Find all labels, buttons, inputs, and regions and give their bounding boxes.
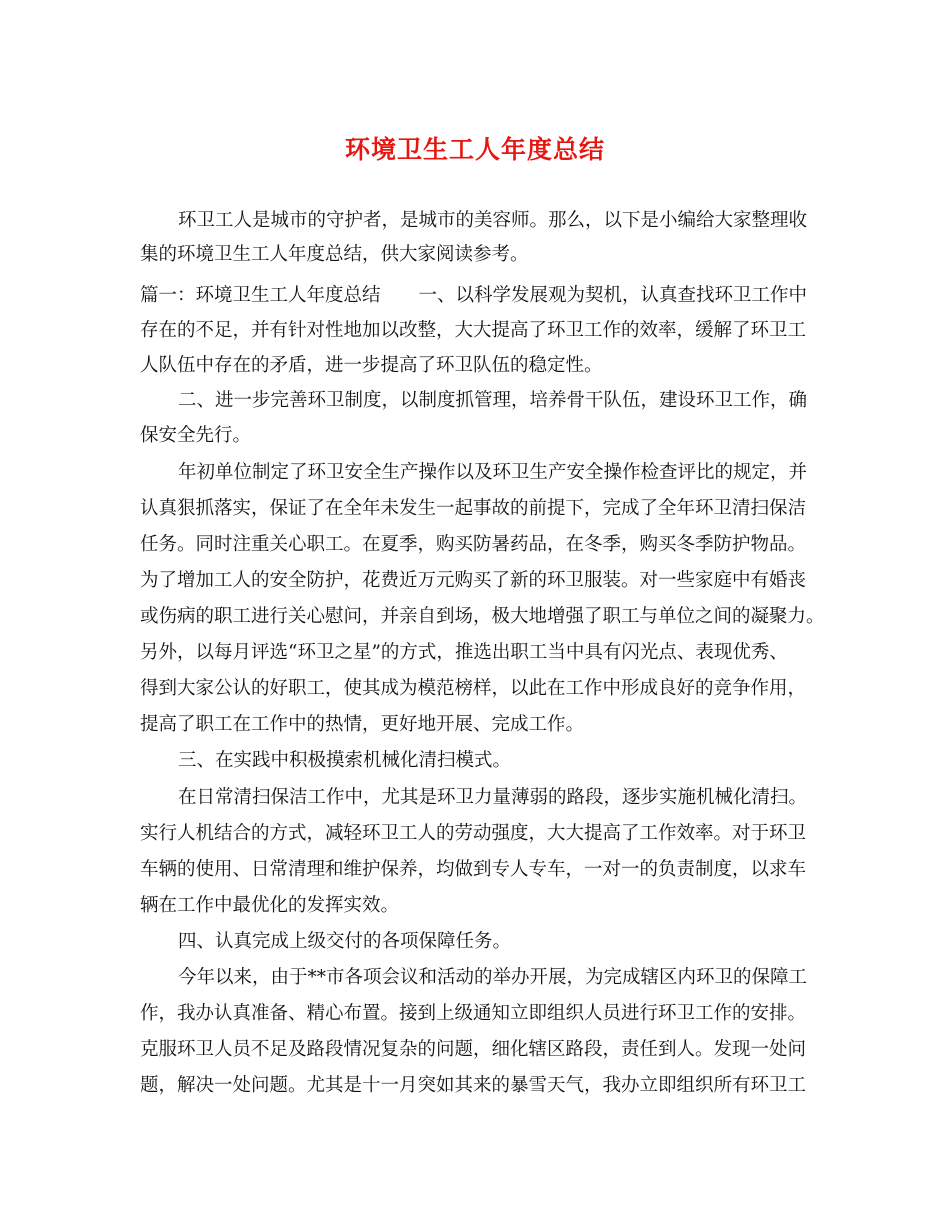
text-line: 作，我办认真准备、精心布置。接到上级通知立即组织人员进行环卫工作的安排。	[140, 1003, 807, 1024]
text-line: 实行人机结合的方式，减轻环卫工人的劳动强度，大大提高了工作效率。对于环卫	[140, 823, 807, 844]
text-line: 四、认真完成上级交付的各项保障任务。	[178, 931, 512, 952]
section-first-text: 一、以科学发展观为契机，认真查找环卫工作中	[418, 285, 808, 306]
text-line: 存在的不足，并有针对性地加以改整，大大提高了环卫工作的效率，缓解了环卫工	[140, 320, 807, 341]
text-line: 提高了职工在工作中的热情，更好地开展、完成工作。	[140, 714, 585, 735]
document-title: 环境卫生工人年度总结	[344, 135, 605, 164]
text-line: 克服环卫人员不足及路段情况复杂的问题，细化辖区路段，责任到人。发现一处问	[140, 1039, 807, 1060]
text-line: 年初单位制定了环卫安全生产操作以及环卫生产安全操作检查评比的规定，并	[178, 462, 808, 483]
text-line: 为了增加工人的安全防护，花费近万元购买了新的环卫服装。对一些家庭中有婚丧	[140, 570, 807, 591]
text-line: 人队伍中存在的矛盾，进一步提高了环卫队伍的稳定性。	[140, 355, 603, 376]
text-line: 认真狠抓落实，保证了在全年未发生一起事故的前提下，完成了全年环卫清扫保洁	[140, 498, 807, 519]
text-line: 题，解决一处问题。尤其是十一月突如其来的暴雪天气，我办立即组织所有环卫工	[140, 1075, 807, 1096]
text-line: 环卫工人是城市的守护者，是城市的美容师。那么，以下是小编给大家整理收	[178, 210, 808, 231]
text-line: 另外，以每月评选“环卫之星”的方式，推选出职工当中具有闪光点、表现优秀、	[140, 642, 788, 663]
text-line: 辆在工作中最优化的发挥实效。	[140, 895, 400, 916]
text-line: 或伤病的职工进行关心慰问，并亲自到场，极大地增强了职工与单位之间的凝聚力。	[140, 606, 825, 627]
section-line	[140, 281, 807, 311]
section-label: 篇一：环境卫生工人年度总结	[140, 285, 381, 306]
text-line: 在日常清扫保洁工作中，尤其是环卫力量薄弱的路段，逐步实施机械化清扫。	[178, 787, 808, 808]
text-line: 车辆的使用、日常清理和维护保养，均做到专人专车，一对一的负责制度，以求车	[140, 859, 807, 880]
text-line: 三、在实践中积极摸索机械化清扫模式。	[178, 750, 512, 771]
text-line: 集的环境卫生工人年度总结，供大家阅读参考。	[140, 244, 529, 265]
text-line: 今年以来，由于**市各项会议和活动的举办开展，为完成辖区内环卫的保障工	[178, 967, 808, 988]
text-line: 保安全先行。	[140, 425, 252, 446]
text-line: 任务。同时注重关心职工。在夏季，购买防暑药品，在冬季，购买冬季防护物品。	[140, 534, 807, 555]
text-line: 得到大家公认的好职工，使其成为模范榜样，以此在工作中形成良好的竞争作用，	[140, 678, 807, 699]
text-line: 二、进一步完善环卫制度，以制度抓管理，培养骨干队伍，建设环卫工作，确	[178, 390, 808, 411]
